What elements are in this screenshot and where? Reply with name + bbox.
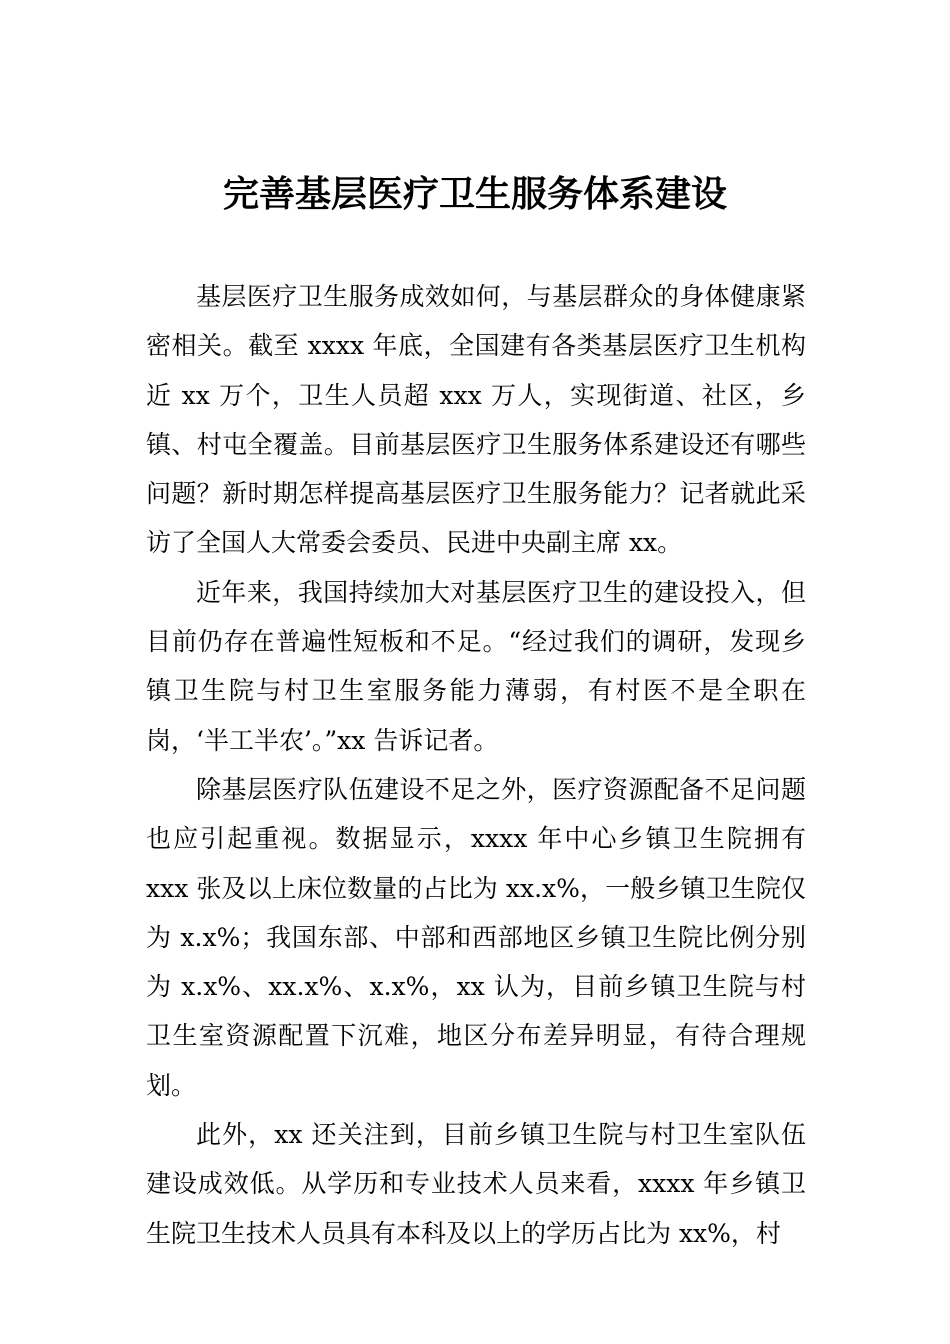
document-body xyxy=(146,272,806,1258)
paragraph: 近年来，我国持续加大对基层医疗卫生的建设投入，但目前仍存在普遍性短板和不足。“经过我们的调研，发现乡镇卫生院与村卫生室服务能力薄弱，有村医不是全职在岗，‘半工半农’。”xx 告诉记者。 xyxy=(146,577,806,755)
document-title: 完善基层医疗卫生服务体系建设 xyxy=(222,173,727,215)
paragraph: 基层医疗卫生服务成效如何，与基层群众的身体健康紧密相关。截至 xxxx 年底，全国建有各类基层医疗卫生机构近 xx 万个，卫生人员超 xxx 万人，实现街道、社区，乡镇、村屯全覆盖。目前基层医疗卫生服务体系建设还有哪些问题？新时期怎样提高基层医疗卫生服务能力？记者就此采访了全国人大常委会委员、民进中央副主席 xx。 xyxy=(146,282,806,558)
paragraph: 此外，xx 还关注到，目前乡镇卫生院与村卫生室队伍建设成效低。从学历和专业技术人员来看，xxxx 年乡镇卫生院卫生技术人员具有本科及以上的学历占比为 xx%，村 xyxy=(146,1120,806,1248)
paragraph: 除基层医疗队伍建设不足之外，医疗资源配备不足问题也应引起重视。数据显示，xxxx 年中心乡镇卫生院拥有 xxx 张及以上床位数量的占比为 xx.x%，一般乡镇卫生院仅为 x.x%；我国东部、中部和西部地区乡镇卫生院比例分别为 x.x%、xx.x%、x.x%，xx 认为，目前乡镇卫生院与村卫生室资源配置下沉难，地区分布差异明显，有待合理规划。 xyxy=(146,774,806,1100)
